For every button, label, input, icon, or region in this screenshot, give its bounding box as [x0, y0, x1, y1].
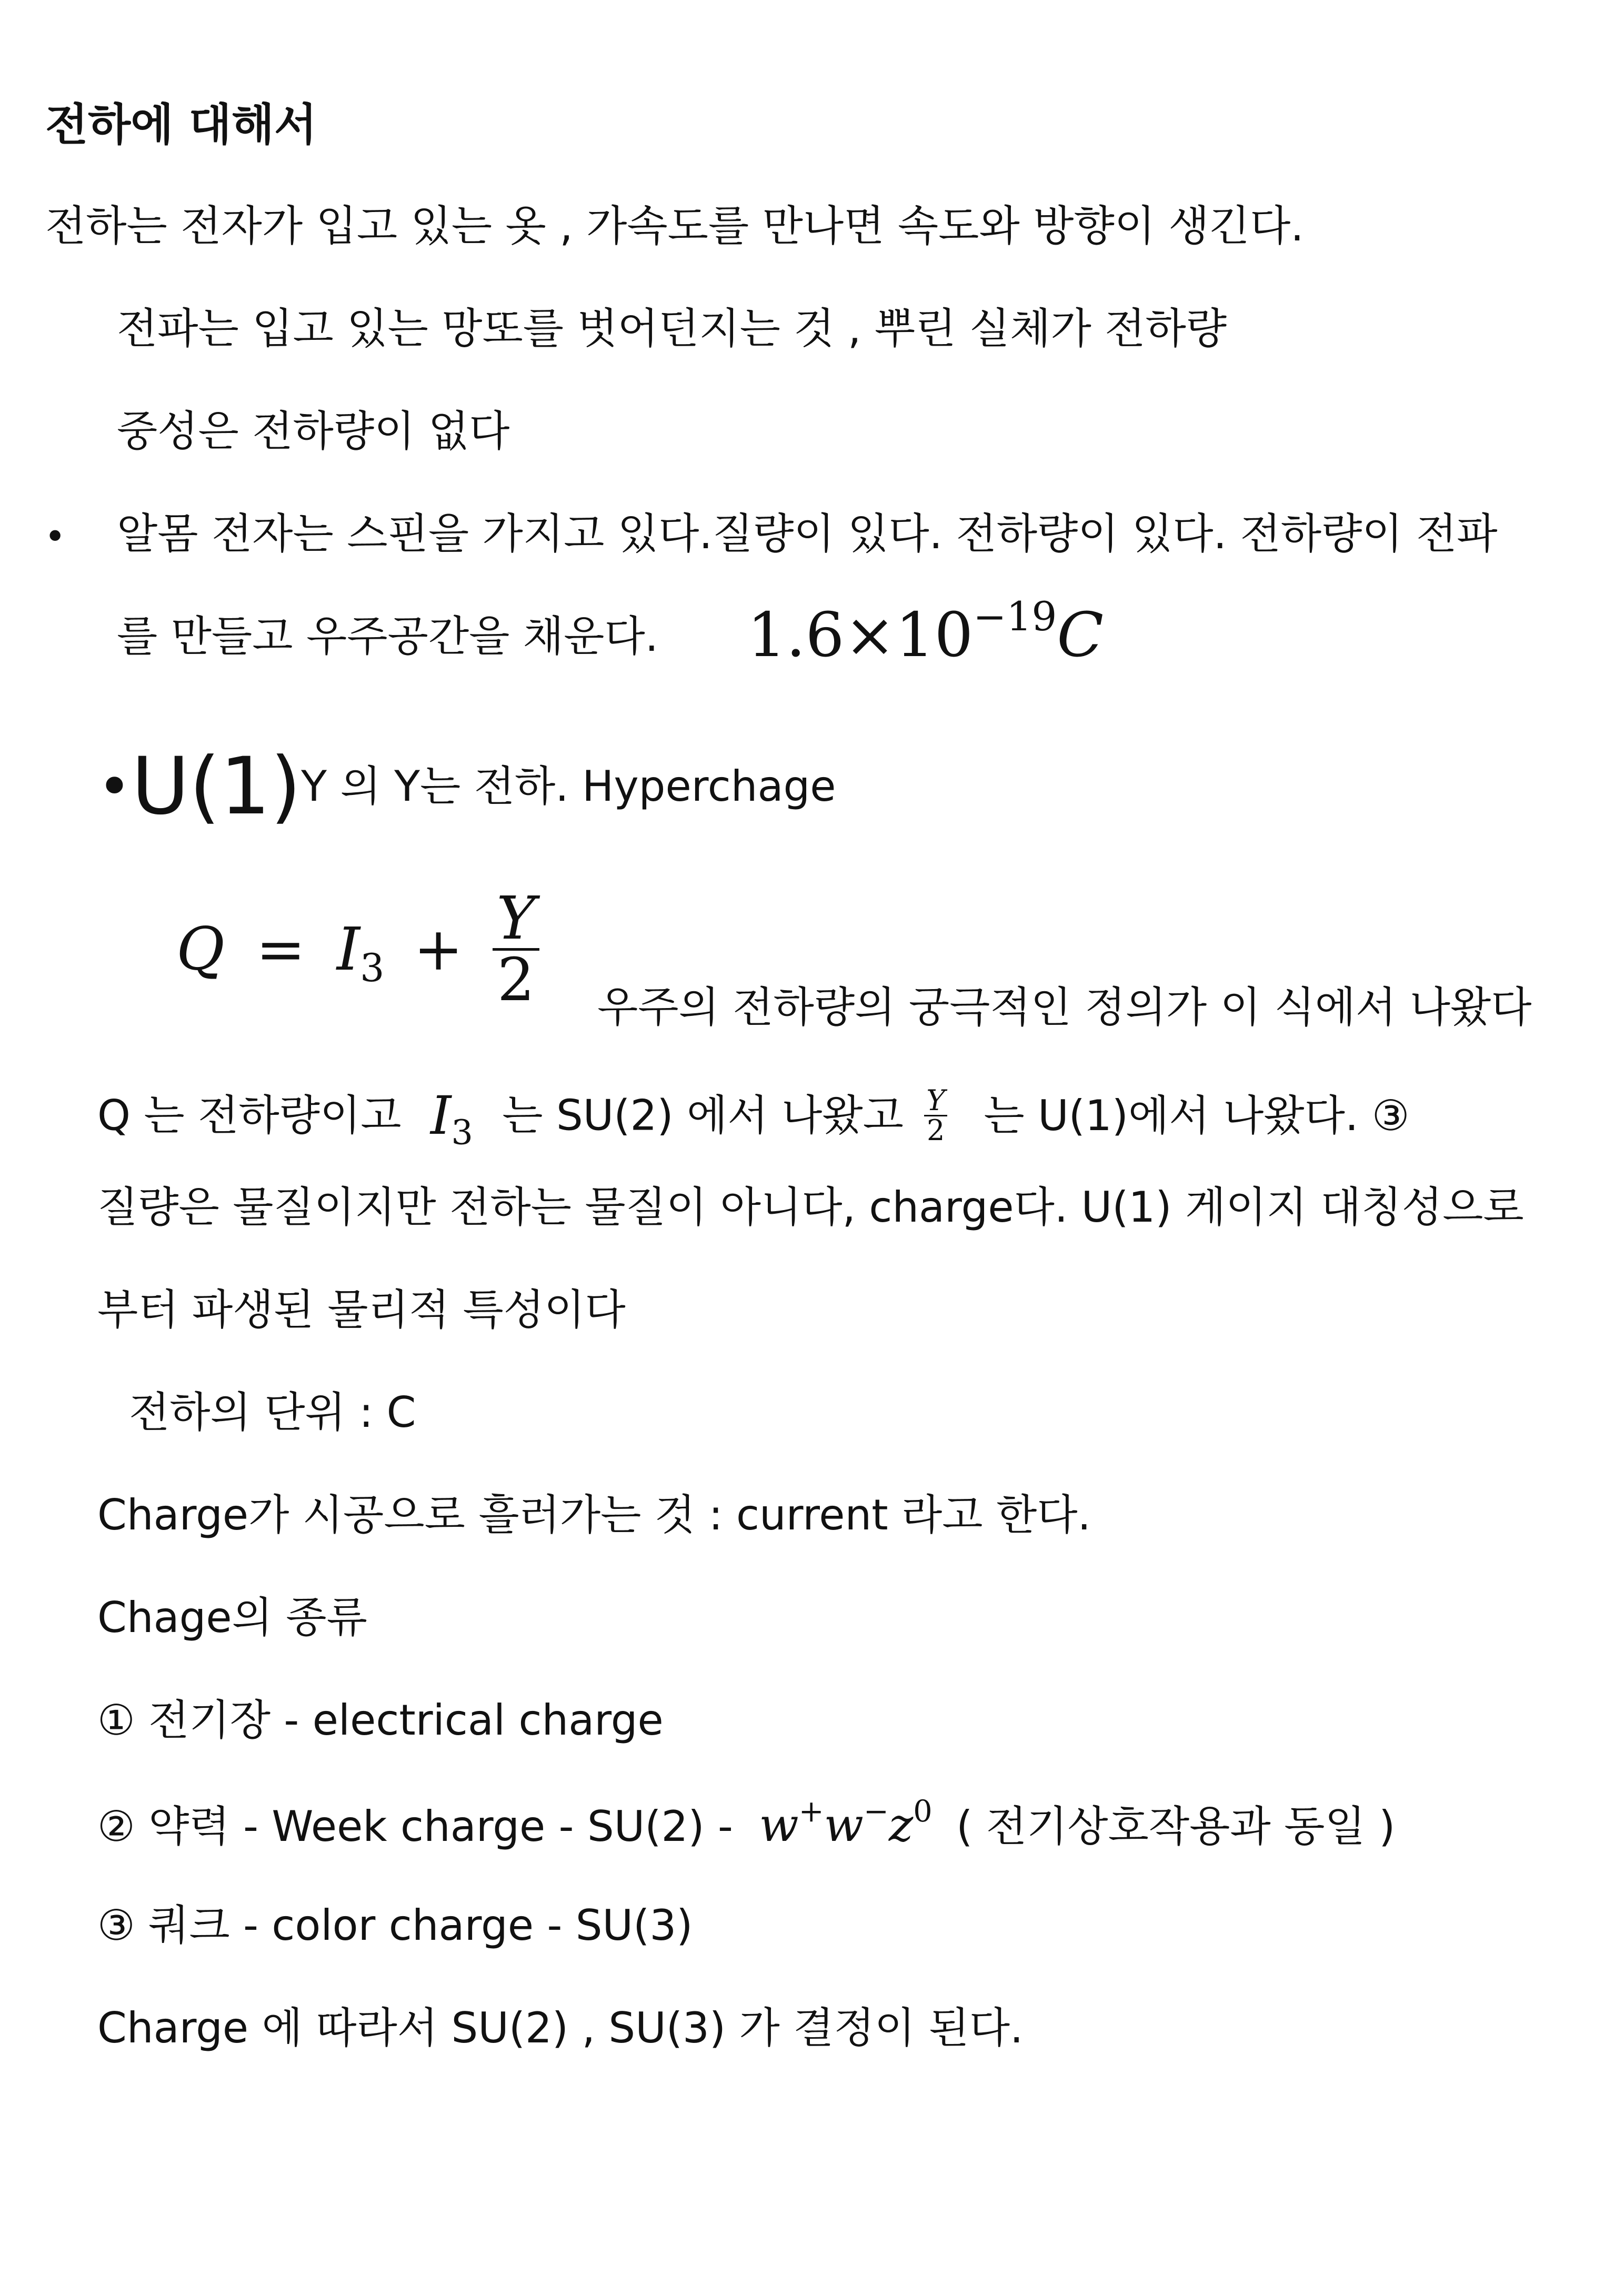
- elementary-charge-formula: [747, 593, 1104, 671]
- q-part1: Q 는 전하량이고: [97, 1091, 402, 1140]
- q-explanation-line: [97, 1084, 1410, 1152]
- eq-equals: =: [256, 915, 306, 984]
- formula-exponent: −19: [973, 593, 1057, 640]
- eq-fraction-den: 2: [497, 946, 535, 1014]
- eq-i: I: [336, 915, 360, 984]
- mass-line-2: 부터 파생된 물리적 특성이다: [97, 1285, 626, 1334]
- current-line: Charge가 시공으로 흘러가는 것 : current 라고 한다.: [97, 1491, 1091, 1539]
- final-line: Charge 에 따라서 SU(2) , SU(3) 가 결정이 된다.: [97, 2003, 1024, 2052]
- bare-electron-line: 알몸 전자는 스핀을 가지고 있다.질량이 있다. 전하량이 있다. 전하량이 전파: [117, 509, 1498, 558]
- unit-line: 전하의 단위 : C: [129, 1388, 416, 1437]
- types-heading: Chage의 종류: [97, 1593, 367, 1642]
- q-part3: 는 U(1)에서 나왔다. ③: [984, 1091, 1410, 1140]
- eq-q: Q: [176, 915, 225, 984]
- equation-caption: 우주의 전하량의 궁극적인 정의가 이 식에서 나왔다: [597, 983, 1532, 1032]
- space-fill-text: 를 만들고 우주공간을 채운다.: [117, 612, 659, 661]
- charge-equation: [176, 884, 539, 1014]
- type-weak: [97, 1794, 1396, 1852]
- type-electric: ① 전기장 - electrical charge: [97, 1696, 664, 1745]
- type-weak-text: ② 약력 - Week charge - SU(2) -: [97, 1802, 733, 1851]
- q-fraction: [924, 1086, 947, 1145]
- w-plus-sup: +: [798, 1794, 824, 1829]
- w-minus-sup: −: [863, 1794, 889, 1829]
- bullet-icon: •: [44, 515, 66, 558]
- z-zero: z: [888, 1798, 914, 1852]
- neutral-line: 중성은 전하량이 없다: [117, 407, 510, 456]
- mass-line-1: 질량은 물질이지만 전하는 물질이 아니다, charge다. U(1) 게이지 대칭성으로: [97, 1183, 1524, 1232]
- eq-plus: +: [414, 915, 463, 984]
- type-weak-note: ( 전기상호작용과 동일 ): [956, 1802, 1396, 1851]
- q-fraction-den: 2: [926, 1114, 945, 1147]
- formula-base: 1.6×10: [747, 600, 974, 671]
- eq-fraction: [493, 884, 540, 1014]
- u1-label: U(1): [131, 741, 302, 832]
- w-plus: w: [759, 1798, 799, 1852]
- bullet-icon: •: [97, 753, 132, 820]
- z-zero-sup: 0: [913, 1794, 933, 1829]
- page-title: 전하에 대해서: [45, 99, 317, 150]
- q-fraction-num: Y: [924, 1086, 947, 1116]
- w-minus: w: [824, 1798, 864, 1852]
- q-i: I: [430, 1084, 452, 1146]
- radio-wave-line: 전파는 입고 있는 망또를 벗어던지는 것 , 뿌린 실체가 전하량: [117, 304, 1227, 353]
- eq-i-sub: 3: [360, 945, 385, 991]
- hypercharge-line: [97, 741, 836, 832]
- hypercharge-text: Y 의 Y는 전하. Hyperchage: [301, 762, 836, 811]
- q-part2: 는 SU(2) 에서 나왔고: [502, 1091, 904, 1140]
- type-quark: ③ 쿼크 - color charge - SU(3): [97, 1901, 693, 1950]
- formula-unit: C: [1057, 600, 1104, 671]
- q-i-sub: 3: [451, 1113, 473, 1152]
- eq-fraction-num: Y: [493, 889, 540, 951]
- space-fill-line: [117, 612, 659, 661]
- intro-line: 전하는 전자가 입고 있는 옷 , 가속도를 만나면 속도와 방향이 생긴다.: [45, 202, 1304, 250]
